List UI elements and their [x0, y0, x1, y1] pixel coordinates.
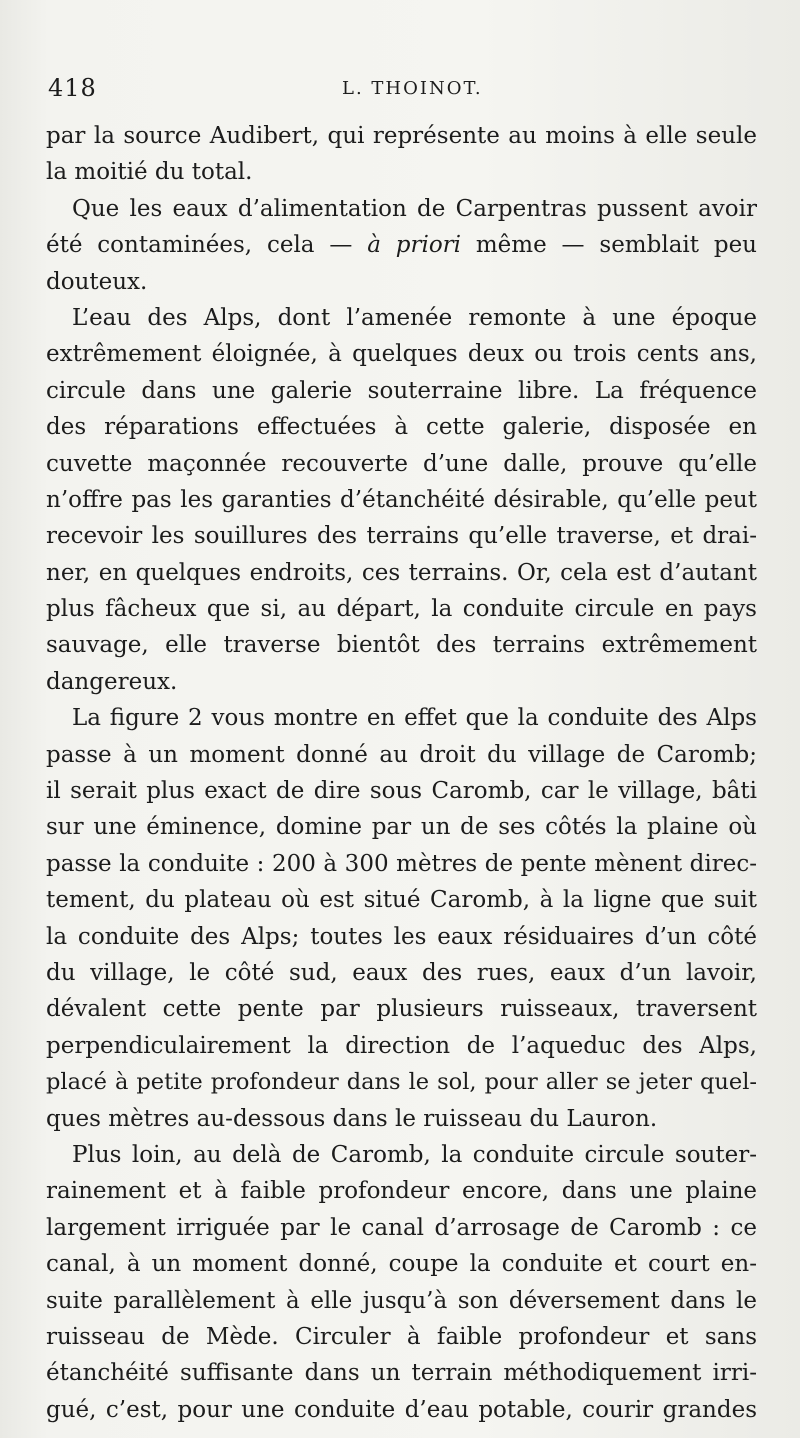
text-line: il serait plus exact de dire sous Caromb, car le village, bâti [46, 778, 757, 805]
text-line: extrêmement éloignée, à quelques deux ou trois cents ans, [46, 341, 757, 368]
page-number: 418 [48, 74, 97, 102]
text-line: placé à petite profondeur dans le sol, pour aller se jeter quel- [46, 1069, 757, 1096]
text-line: rainement et à faible profondeur encore, dans une plaine [46, 1178, 757, 1205]
text-line: ruisseau de Mède. Circuler à faible profondeur et sans [46, 1323, 757, 1350]
text-line: Plus loin, au delà de Caromb, la conduite circule souter- [72, 1141, 757, 1168]
text-line: tement, du plateau où est situé Caromb, à la ligne que suit [46, 887, 757, 914]
text-line: recevoir les souillures des terrains qu’elle traverse, et drai- [46, 523, 757, 550]
text-line: largement irriguée par le canal d’arrosage de Caromb : ce [46, 1214, 757, 1241]
text-line: perpendiculairement la direction de l’aqueduc des Alps, [46, 1032, 757, 1059]
text-line: la conduite des Alps; toutes les eaux résiduaires d’un côté [46, 923, 757, 950]
text-line: suite parallèlement à elle jusqu’à son déversement dans le [46, 1287, 757, 1314]
page-header [46, 74, 756, 104]
text-line: dévalent cette pente par plusieurs ruisseaux, traversent [46, 996, 757, 1023]
text-line: La figure 2 vous montre en effet que la conduite des Alps [72, 705, 757, 732]
text-line: sauvage, elle traverse bientôt des terrains extrêmement [46, 632, 757, 659]
text-line: L’eau des Alps, dont l’amenée remonte à une époque [72, 304, 757, 331]
text-line [46, 227, 757, 263]
text-line: circule dans une galerie souterraine libre. La fréquence [46, 377, 757, 404]
running-head: L. THOINOT. [342, 78, 483, 99]
text-run: été contaminées, cela — [46, 232, 368, 259]
text-run: même — semblait peu [461, 232, 757, 259]
text-line: par la source Audibert, qui représente au moins à elle seule [46, 123, 757, 149]
text-line: ques mètres au-dessous dans le ruisseau du Lauron. [46, 1105, 658, 1132]
text-line: du village, le côté sud, eaux des rues, eaux d’un lavoir, [46, 959, 757, 986]
text-line: douteux. [46, 268, 148, 295]
italic-phrase: à priori [367, 232, 462, 259]
text-line: passe à un moment donné au droit du village de Caromb; [46, 741, 757, 768]
text-line: Que les eaux d’alimentation de Carpentras pussent avoir [72, 195, 757, 222]
text-line: la moitié du total. [46, 159, 253, 186]
text-line: étanchéité suffisante dans un terrain méthodiquement irri- [46, 1360, 757, 1387]
body-text [46, 118, 757, 1428]
text-line: plus fâcheux que si, au départ, la conduite circule en pays [46, 596, 757, 623]
text-line: cuvette maçonnée recouverte d’une dalle, prouve qu’elle [46, 450, 757, 477]
text-line: passe la conduite : 200 à 300 mètres de pente mènent direc- [46, 850, 757, 877]
text-line: dangereux. [46, 668, 178, 695]
text-line: gué, c’est, pour une conduite d’eau potable, courir grandes [46, 1396, 757, 1423]
text-line: des réparations effectuées à cette galerie, disposée en [46, 414, 757, 441]
text-line: sur une éminence, domine par un de ses côtés la plaine où [46, 814, 757, 841]
text-line: n’offre pas les garanties d’étanchéité désirable, qu’elle peut [46, 486, 757, 513]
text-line: canal, à un moment donné, coupe la conduite et court en- [46, 1251, 757, 1278]
text-line: ner, en quelques endroits, ces terrains. Or, cela est d’autant [46, 559, 757, 586]
